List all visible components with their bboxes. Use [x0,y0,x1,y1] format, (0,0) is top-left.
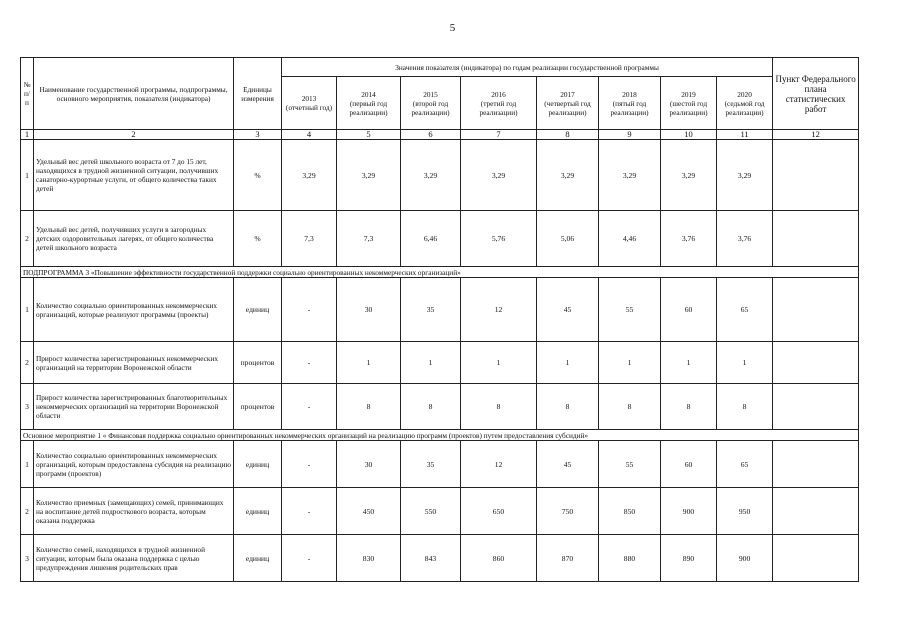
value-cell: 843 [401,535,461,582]
value-cell: 55 [599,441,661,488]
header-year-value: 2018 [622,89,637,99]
header-year-value: 2013 [301,94,317,103]
fed-plan-cell [773,441,859,488]
value-cell: 3,76 [661,211,717,267]
value-cell: 30 [337,441,401,488]
fed-plan-cell [773,140,859,211]
row-number: 3 [21,535,34,582]
value-cell: 12 [461,441,537,488]
value-cell: 890 [661,535,717,582]
row-number: 2 [21,342,34,384]
value-cell: 880 [599,535,661,582]
row-number: 1 [21,441,34,488]
column-number: 5 [337,130,401,140]
table-row [21,278,859,342]
value-cell: 65 [717,441,773,488]
indicators-table [20,57,859,582]
column-number: 6 [401,130,461,140]
value-cell: 900 [661,488,717,535]
table-row [21,488,859,535]
value-cell: 3,29 [599,140,661,211]
page-number: 5 [449,22,456,34]
value-cell: 1 [717,342,773,384]
header-year-note: (четвертый год реализации) [544,98,591,117]
header-year-value: 2014 [361,89,376,99]
indicator-name: Удельный вес детей, получивших услуги в загородных детских оздоровительных лагерях, от общего количества детей школьного возраста [34,211,234,267]
value-cell: 8 [537,384,599,430]
header-year-note: (первый год реализации) [349,98,388,117]
value-cell: 1 [537,342,599,384]
value-cell: 4,46 [599,211,661,267]
value-cell: - [282,384,337,430]
value-cell: 1 [461,342,537,384]
value-cell: 870 [537,535,599,582]
row-number: 1 [21,278,34,342]
value-cell: 7,3 [282,211,337,267]
table-row [21,342,859,384]
table-row [21,535,859,582]
value-cell: 3,29 [401,140,461,211]
fed-plan-cell [773,278,859,342]
value-cell: - [282,342,337,384]
fed-plan-cell [773,488,859,535]
table-row [21,441,859,488]
unit-cell: единиц [234,278,282,342]
table-row [21,211,859,267]
value-cell: 3,76 [717,211,773,267]
section-main-activity-1: Основное мероприятие 1 « Финансовая поддержка социально ориентированных некоммерческих организаций на реализацию программ (проектов) путем предоставления субсидий» [21,430,859,441]
value-cell: 3,29 [717,140,773,211]
value-cell: - [282,441,337,488]
value-cell: - [282,278,337,342]
column-number: 8 [537,130,599,140]
value-cell: 550 [401,488,461,535]
indicator-name: Количество социально ориентированных некоммерческих организаций, которые реализуют программы (проекты) [34,278,234,342]
value-cell: 860 [461,535,537,582]
row-number: 3 [21,384,34,430]
value-cell: 60 [661,278,717,342]
table-row [21,384,859,430]
indicator-name: Количество приемных (замещающих) семей, принимающих на воспитание детей подросткового возраста, которым оказана поддержка [34,488,234,535]
header-year [337,77,401,130]
indicator-name: Удельный вес детей школьного возраста от 7 до 15 лет, находящихся в трудной жизненной ситуации, получивших санаторно-курортные услуги, от общего количества таких детей [34,140,234,211]
value-cell: 12 [461,278,537,342]
value-cell: 900 [717,535,773,582]
header-year-value: 2015 [423,89,438,99]
header-year [537,77,599,130]
unit-cell: единиц [234,488,282,535]
row-number: 2 [21,488,34,535]
value-cell: 950 [717,488,773,535]
unit-cell: процентов [234,342,282,384]
column-number: 3 [234,130,282,140]
indicator-name: Количество семей, находящихся в трудной жизненной ситуации, которым была оказана поддержка с целью предупреждения лишения родительских прав [34,535,234,582]
header-year [599,77,661,130]
column-number: 7 [461,130,537,140]
value-cell: 55 [599,278,661,342]
fed-plan-cell [773,535,859,582]
indicator-name: Прирост количества зарегистрированных благотворительных некоммерческих организаций на территории Воронежской области [34,384,234,430]
header-year [282,77,337,130]
value-cell: 450 [337,488,401,535]
value-cell: 8 [337,384,401,430]
value-cell: 65 [717,278,773,342]
header-year [661,77,717,130]
column-number: 2 [34,130,234,140]
header-year-value: 2020 [737,89,752,99]
value-cell: 35 [401,441,461,488]
header-fed-plan: Пункт Федерального плана статистических работ [773,58,859,130]
fed-plan-cell [773,211,859,267]
value-cell: 35 [401,278,461,342]
value-cell: 30 [337,278,401,342]
value-cell: 3,29 [661,140,717,211]
header-year-value: 2017 [560,89,575,99]
column-number: 1 [21,130,34,140]
value-cell: 3,29 [537,140,599,211]
header-year [461,77,537,130]
indicator-name: Прирост количества зарегистрированных некоммерческих организаций на территории Воронежской области [34,342,234,384]
value-cell: 45 [537,278,599,342]
unit-cell: % [234,211,282,267]
header-year [401,77,461,130]
table-row [21,140,859,211]
value-cell: 650 [461,488,537,535]
column-number: 9 [599,130,661,140]
unit-cell: единиц [234,535,282,582]
header-no: № п/п [21,58,34,130]
unit-cell: процентов [234,384,282,430]
value-cell: 8 [717,384,773,430]
header-values-title: Значения показателя (индикатора) по годам реализации государственной программы [282,58,773,77]
header-year-value: 2019 [681,89,696,99]
value-cell: 5,76 [461,211,537,267]
value-cell: 1 [661,342,717,384]
value-cell: 45 [537,441,599,488]
value-cell: 1 [337,342,401,384]
column-number: 10 [661,130,717,140]
header-unit: Единицы измерения [234,58,282,130]
column-number: 12 [773,130,859,140]
header-year-note: (шестой год реализации) [669,98,708,117]
value-cell: 60 [661,441,717,488]
value-cell: 750 [537,488,599,535]
section-subprogram-3: ПОДПРОГРАММА 3 «Повышение эффективности государственной поддержки социально ориентированных некоммерческих организаций» [21,267,859,278]
row-number: 2 [21,211,34,267]
header-year-value: 2016 [491,89,506,99]
value-cell: 7,3 [337,211,401,267]
value-cell: 3,29 [282,140,337,211]
value-cell: 8 [401,384,461,430]
value-cell: 830 [337,535,401,582]
value-cell: 3,29 [337,140,401,211]
header-year-note: (отчетный год) [285,103,333,112]
header-year-note: (второй год реализации) [411,98,450,117]
fed-plan-cell [773,342,859,384]
unit-cell: % [234,140,282,211]
value-cell: 5,06 [537,211,599,267]
value-cell: 3,29 [461,140,537,211]
value-cell: 850 [599,488,661,535]
header-year-note: (пятый год реализации) [610,98,649,117]
unit-cell: единиц [234,441,282,488]
value-cell: 1 [401,342,461,384]
row-number: 1 [21,140,34,211]
column-number: 11 [717,130,773,140]
value-cell: 6,46 [401,211,461,267]
fed-plan-cell [773,384,859,430]
value-cell: - [282,535,337,582]
value-cell: - [282,488,337,535]
value-cell: 8 [661,384,717,430]
column-number: 4 [282,130,337,140]
header-name: Наименование государственной программы, подпрограммы, основного мероприятия, показателя (индикатора) [34,58,234,130]
header-year-note: (третий год реализации) [479,98,518,117]
header-year [717,77,773,130]
value-cell: 8 [599,384,661,430]
value-cell: 1 [599,342,661,384]
value-cell: 8 [461,384,537,430]
header-year-note: (седьмой год реализации) [724,98,765,117]
indicator-name: Количество социально ориентированных некоммерческих организаций, которым предоставлена субсидия на реализацию программ (проектов) [34,441,234,488]
